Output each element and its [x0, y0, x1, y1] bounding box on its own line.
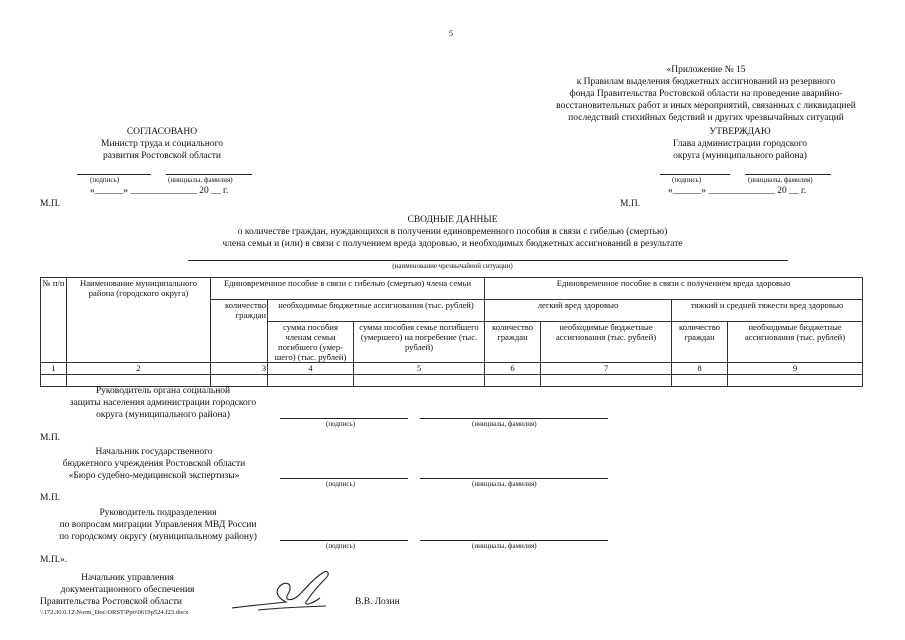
table-cell — [672, 375, 728, 387]
title-line: о количестве граждан, нуждающихся в получении единовременного пособия в связи с гибелью (смертью) — [237, 227, 668, 237]
footer-signatory — [40, 572, 220, 608]
title-line: члена семьи и (или) в связи с получением вреда здоровью, и необходимых бюджетных ассигнований в результате — [222, 239, 683, 249]
approval-right-block — [650, 126, 830, 162]
header-number: № п/п — [41, 278, 67, 300]
signatory-migration-office — [44, 507, 272, 543]
table-cell — [485, 375, 541, 387]
header-number-cont — [41, 322, 67, 363]
approval-heading: УТВЕРЖДАЮ — [709, 127, 771, 137]
appendix-line: последствий стихийных бедствий и других чрезвычайных ситуаций — [568, 113, 844, 123]
approval-heading: СОГЛАСОВАНО — [126, 127, 198, 137]
column-number: 4 — [268, 363, 354, 375]
stamp-mark: М.П. — [40, 493, 61, 503]
signatory-line: Руководитель органа социальной — [95, 386, 231, 396]
column-number: 8 — [672, 363, 728, 375]
signature-line — [280, 418, 408, 419]
column-number: 9 — [728, 363, 863, 375]
signatory-line: Начальник государственного — [95, 447, 213, 457]
header-severe-count: количество граждан — [672, 322, 728, 363]
header-severe-harm: тяжкий и средней тяжести вред здоровью — [672, 300, 863, 322]
approval-line: округа (муниципального района) — [673, 151, 807, 161]
table-cell — [728, 375, 863, 387]
title-heading: СВОДНЫЕ ДАННЫЕ — [407, 215, 498, 225]
situation-line — [188, 260, 788, 261]
column-number: 1 — [41, 363, 67, 375]
column-number: 6 — [485, 363, 541, 375]
signatory-line: округа (муниципального района) — [96, 410, 230, 420]
header-district-cont — [67, 322, 211, 363]
header-light-count: количество граждан — [485, 322, 541, 363]
name-line — [420, 478, 608, 479]
name-line — [420, 540, 608, 541]
sign-caption: (подпись) — [326, 420, 356, 428]
header-light-needed: необходимые бюджетные ассигнования (тыс. рублей) — [541, 322, 672, 363]
appendix-line: восстановительных работ и иных мероприятий, связанных с ликвидацией — [556, 101, 856, 111]
name-caption: (инициалы, фамилия) — [748, 176, 813, 184]
signatory-line: «Бюро судебно-медицинской экспертизы» — [68, 471, 240, 481]
stamp-mark: М.П.». — [40, 555, 68, 565]
sign-caption: (подпись) — [672, 176, 702, 184]
header-number-cont — [41, 300, 67, 322]
stamp-mark: М.П. — [40, 433, 61, 443]
header-district-cont — [67, 300, 211, 322]
signatory-line: по вопросам миграции Управления МВД России — [59, 520, 257, 530]
signature-line — [280, 540, 408, 541]
table-cell — [354, 375, 485, 387]
name-caption: (инициалы, фамилия) — [168, 176, 233, 184]
name-line — [420, 418, 608, 419]
handwritten-signature — [228, 568, 338, 614]
signatory-line: Руководитель подразделения — [99, 508, 217, 518]
appendix-line: к Правилам выделения бюджетных ассигнований из резервного — [576, 77, 836, 87]
stamp-mark: М.П. — [620, 199, 641, 209]
file-path: \\172.30.0.12\Norm_Doc\ORST\Ppo\0619p524.f23.docx — [40, 609, 189, 616]
header-injury-benefit: Единовременное пособие в связи с получением вреда здоровью — [485, 278, 863, 300]
approval-line: Министр труда и социального — [101, 139, 223, 149]
signatory-line: по городскому округу (муниципальному району) — [59, 532, 257, 542]
footer-line: Начальник управления — [81, 573, 174, 583]
name-caption: (инициалы, фамилия) — [472, 420, 537, 428]
approval-line: развития Ростовской области — [102, 151, 222, 161]
date-field: «______» ______________ 20 __ г. — [668, 186, 807, 196]
signature-line — [660, 174, 730, 175]
approval-line: Глава администрации городского — [672, 139, 808, 149]
table-cell — [268, 375, 354, 387]
signature-line — [77, 174, 151, 175]
header-district: Наименование муниципального района (городского округа) — [67, 278, 211, 300]
name-caption: (инициалы, фамилия) — [472, 480, 537, 488]
appendix-line: фонда Правительства Ростовской области на проведение аварийно- — [569, 89, 843, 99]
appendix-title: «Приложение № 15 — [666, 65, 746, 75]
stamp-mark: М.П. — [40, 199, 61, 209]
document-title — [150, 214, 755, 250]
footer-line: документационного обеспечения — [60, 585, 195, 595]
signatory-line: защиты населения администрации городского — [69, 398, 257, 408]
column-number: 7 — [541, 363, 672, 375]
name-caption: (инициалы, фамилия) — [472, 542, 537, 550]
column-number: 2 — [67, 363, 211, 375]
page-number: 5 — [449, 29, 453, 38]
column-number: 5 — [354, 363, 485, 375]
signatory-social-protection — [46, 385, 280, 421]
signatory-line: бюджетного учреждения Ростовской области — [62, 459, 246, 469]
header-death-benefit: Единовременное пособие в связи с гибелью (смертью) члена семьи — [211, 278, 485, 300]
date-field: «______» ______________ 20 __ г. — [90, 186, 229, 196]
sign-caption: (подпись) — [90, 176, 120, 184]
column-numbers-row — [41, 363, 863, 375]
table-cell — [541, 375, 672, 387]
signatory-forensic-bureau — [44, 446, 264, 482]
footer-name: В.В. Лозин — [355, 597, 400, 607]
header-sum-burial: сумма пособия семье погибшего (умершего) на погребение (тыс. рублей) — [354, 322, 485, 363]
situation-caption: (наименование чрезвычайной ситуации) — [392, 262, 513, 270]
column-number: 3 — [211, 363, 268, 375]
header-death-needed: необходимые бюджетные ассигнования (тыс. рублей) — [268, 300, 485, 322]
header-severe-needed: необходимые бюджетные ассигнования (тыс. рублей) — [728, 322, 863, 363]
approval-left-block — [62, 126, 262, 162]
summary-table — [40, 277, 863, 387]
name-line — [745, 174, 831, 175]
sign-caption: (подпись) — [326, 480, 356, 488]
sign-caption: (подпись) — [326, 542, 356, 550]
appendix-block — [520, 64, 892, 124]
footer-line: Правительства Ростовской области — [40, 597, 182, 607]
header-light-harm: легкий вред здоровью — [485, 300, 672, 322]
name-line — [166, 174, 252, 175]
header-death-count: количество граждан — [211, 300, 268, 363]
signature-line — [280, 478, 408, 479]
header-sum-members: сумма пособия членам семьи погибшего (умер-шего) (тыс. рублей) — [268, 322, 354, 363]
